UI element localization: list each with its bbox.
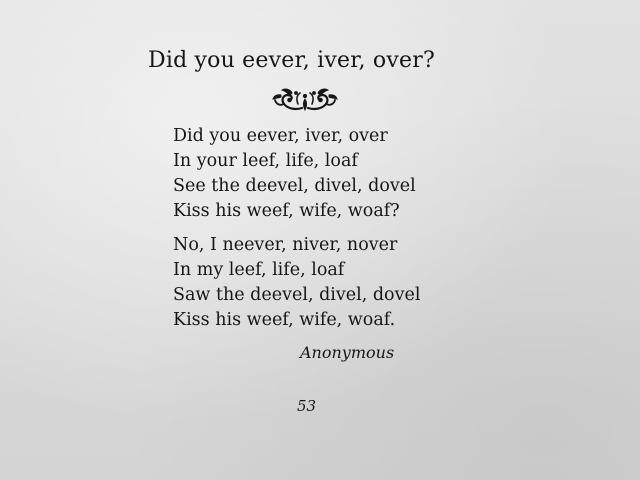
- poem-line: In your leef, life, loaf: [173, 151, 358, 171]
- poem-title: Did you eever, iver, over?: [148, 48, 435, 73]
- poem-line: See the deevel, divel, dovel: [173, 176, 416, 196]
- poem-line: In my leef, life, loaf: [173, 260, 345, 280]
- page-number: 53: [297, 397, 317, 415]
- poem-line: No, I neever, niver, nover: [173, 235, 398, 255]
- stanza-2: [173, 233, 420, 333]
- poem-line: Did you eever, iver, over: [173, 126, 388, 146]
- poem-line: Saw the deevel, divel, dovel: [173, 285, 421, 305]
- author-attribution: Anonymous: [300, 343, 395, 362]
- floral-ornament-icon: [272, 84, 338, 114]
- stanza-1: [173, 124, 416, 224]
- poem-line: Kiss his weef, wife, woaf?: [173, 201, 400, 221]
- poem-line: Kiss his weef, wife, woaf.: [173, 310, 396, 330]
